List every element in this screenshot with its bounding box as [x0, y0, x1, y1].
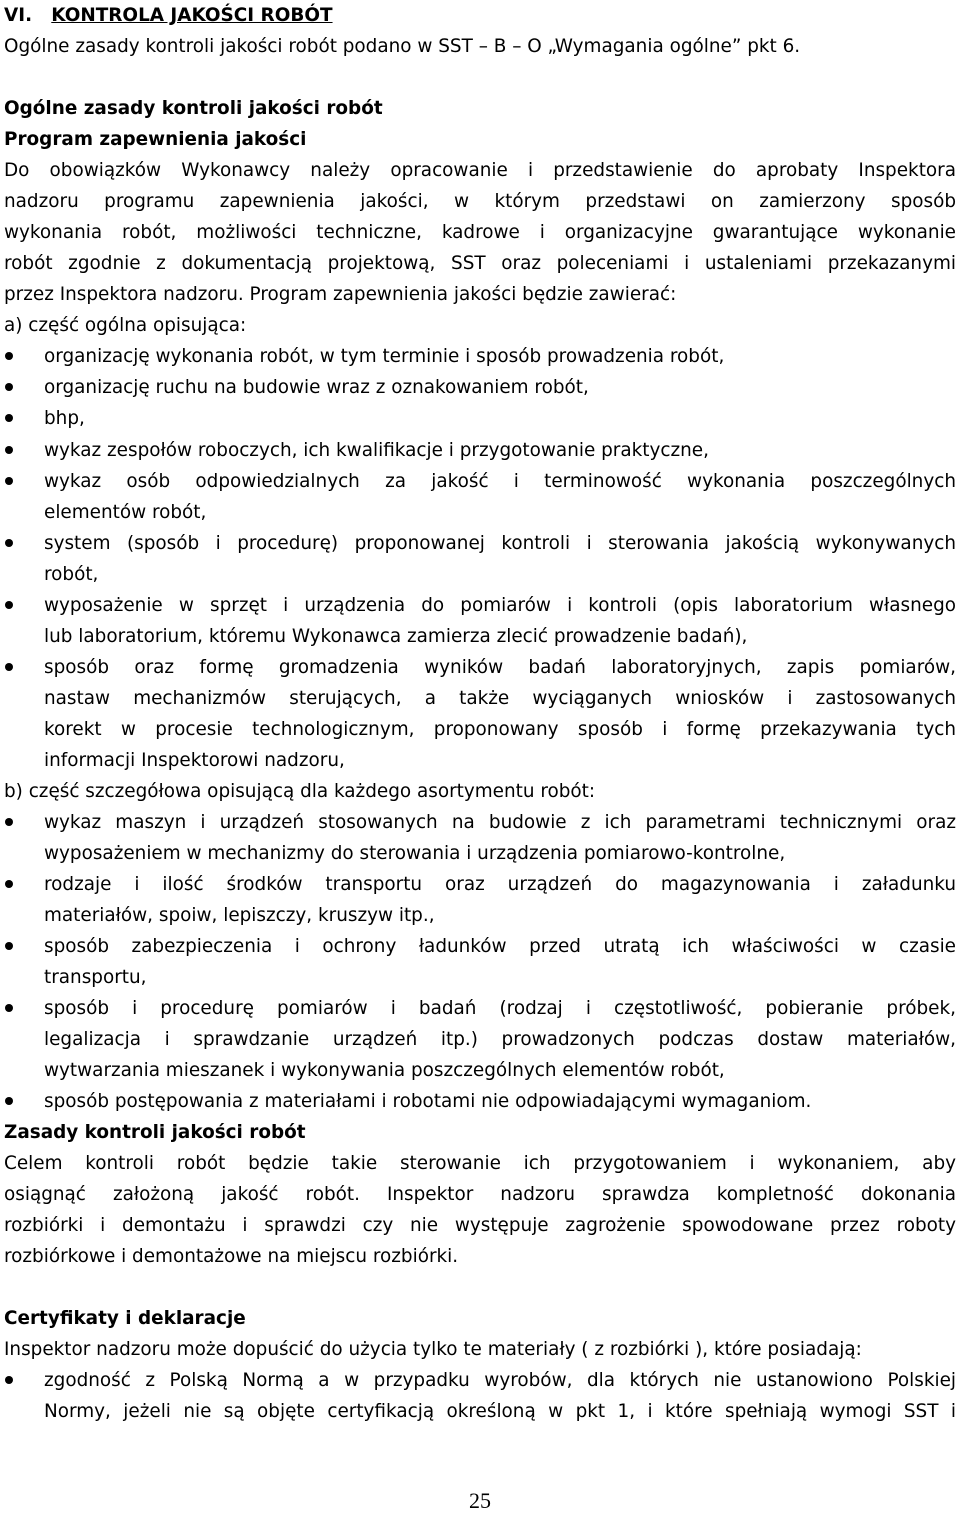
- paragraph-line: Do obowiązków Wykonawcy należy opracowanie i przedstawienie do aprobaty Inspektora: [4, 160, 956, 181]
- chapter-heading: [4, 0, 956, 31]
- list-item: sposób oraz formę gromadzenia wyników badań laboratoryjnych, zapis pomiarów,: [44, 657, 956, 678]
- bullet-icon: [5, 601, 13, 609]
- bullet-icon: [5, 477, 13, 485]
- bullet-icon: [5, 1376, 13, 1384]
- paragraph-line: robót zgodnie z dokumentacją projektową, SST oraz poleceniami i ustaleniami przekazanymi: [4, 253, 956, 274]
- paragraph-line: osiągnąć założoną jakość robót. Inspektor nadzoru sprawdza kompletność dokonania: [4, 1184, 956, 1205]
- bullet-icon: [5, 446, 13, 454]
- list-item-continuation: materiałów, spoiw, lepiszczy, kruszyw itp.,: [44, 905, 435, 926]
- bullet-icon: [5, 352, 13, 360]
- section-subtitle-program: Program zapewnienia jakości: [4, 129, 307, 150]
- bullet-icon: [5, 1004, 13, 1012]
- list-item: wykaz zespołów roboczych, ich kwalifikacje i przygotowanie praktyczne,: [44, 440, 709, 461]
- bullet-icon: [5, 818, 13, 826]
- list-intro-part-a: a) część ogólna opisująca:: [4, 315, 247, 336]
- list-item: organizację wykonania robót, w tym terminie i sposób prowadzenia robót,: [44, 346, 725, 367]
- list-item-continuation: legalizacja i sprawdzanie urządzeń itp.) prowadzonych podczas dostaw materiałów,: [44, 1029, 956, 1050]
- bullet-icon: [5, 539, 13, 547]
- paragraph-line: rozbiórkowe i demontażowe na miejscu rozbiórki.: [4, 1246, 459, 1267]
- list-item-continuation: elementów robót,: [44, 502, 207, 523]
- section-title-certificates: Certyfikaty i deklaracje: [4, 1308, 246, 1329]
- list-item: sposób zabezpieczenia i ochrony ładunków przed utratą ich właściwości w czasie: [44, 936, 956, 957]
- list-item: wyposażenie w sprzęt i urządzenia do pomiarów i kontroli (opis laboratorium własnego: [44, 595, 956, 616]
- list-item-continuation: robót,: [44, 564, 99, 585]
- list-item: zgodność z Polską Normą a w przypadku wyrobów, dla których nie ustanowiono Polskiej: [44, 1370, 956, 1391]
- bullet-icon: [5, 663, 13, 671]
- chapter-title: KONTROLA JAKOŚCI ROBÓT: [51, 5, 333, 26]
- paragraph-line: Celem kontroli robót będzie takie sterowanie ich przygotowaniem i wykonaniem, aby: [4, 1153, 956, 1174]
- bullet-icon: [5, 880, 13, 888]
- list-item-continuation: nastaw mechanizmów sterujących, a także wyciąganych wniosków i zastosowanych: [44, 688, 956, 709]
- chapter-intro: Ogólne zasady kontroli jakości robót podano w SST – B – O „Wymagania ogólne” pkt 6.: [4, 36, 801, 57]
- list-item: organizację ruchu na budowie wraz z oznakowaniem robót,: [44, 377, 589, 398]
- list-item-continuation: wyposażeniem w mechanizmy do sterowania i urządzenia pomiarowo-kontrolne,: [44, 843, 786, 864]
- list-item-continuation: wytwarzania mieszanek i wykonywania poszczególnych elementów robót,: [44, 1060, 725, 1081]
- paragraph-line: rozbiórki i demontażu i sprawdzi czy nie występuje zagrożenie spowodowane przez roboty: [4, 1215, 956, 1236]
- paragraph-line: nadzoru programu zapewnienia jakości, w którym przedstawi on zamierzony sposób: [4, 191, 956, 212]
- list-item: sposób postępowania z materiałami i robotami nie odpowiadającymi wymaganiom.: [44, 1091, 812, 1112]
- paragraph-line: wykonania robót, możliwości techniczne, kadrowe i organizacyjne gwarantujące wykonanie: [4, 222, 956, 243]
- list-intro-part-b: b) część szczegółowa opisującą dla każdego asortymentu robót:: [4, 781, 596, 802]
- list-item: bhp,: [44, 408, 85, 429]
- bullet-icon: [5, 383, 13, 391]
- section-title-general: Ogólne zasady kontroli jakości robót: [4, 98, 383, 119]
- section-title-rules: Zasady kontroli jakości robót: [4, 1122, 306, 1143]
- paragraph-line: przez Inspektora nadzoru. Program zapewnienia jakości będzie zawierać:: [4, 284, 677, 305]
- bullet-icon: [5, 1097, 13, 1105]
- list-item: system (sposób i procedurę) proponowanej kontroli i sterowania jakością wykonywanych: [44, 533, 956, 554]
- bullet-icon: [5, 414, 13, 422]
- chapter-number: VI.: [4, 5, 33, 26]
- list-item: sposób i procedurę pomiarów i badań (rodzaj i częstotliwość, pobieranie próbek,: [44, 998, 956, 1019]
- page-number: 25: [469, 1488, 491, 1513]
- list-item-continuation: lub laboratorium, któremu Wykonawca zamierza zlecić prowadzenie badań),: [44, 626, 748, 647]
- list-item-continuation: Normy, jeżeli nie są objęte certyfikacją określoną w pkt 1, i które spełniają wymogi SST i: [44, 1401, 956, 1422]
- list-item-continuation: informacji Inspektorowi nadzoru,: [44, 750, 345, 771]
- list-item: wykaz osób odpowiedzialnych za jakość i terminowość wykonania poszczególnych: [44, 471, 956, 492]
- bullet-icon: [5, 942, 13, 950]
- list-item-continuation: transportu,: [44, 967, 147, 988]
- paragraph-line: Inspektor nadzoru może dopuścić do użycia tylko te materiały ( z rozbiórki ), które posiadają:: [4, 1339, 862, 1360]
- list-item-continuation: korekt w procesie technologicznym, proponowany sposób i formę przekazywania tych: [44, 719, 956, 740]
- list-item: rodzaje i ilość środków transportu oraz urządzeń do magazynowania i załadunku: [44, 874, 956, 895]
- list-item: wykaz maszyn i urządzeń stosowanych na budowie z ich parametrami technicznymi oraz: [44, 812, 956, 833]
